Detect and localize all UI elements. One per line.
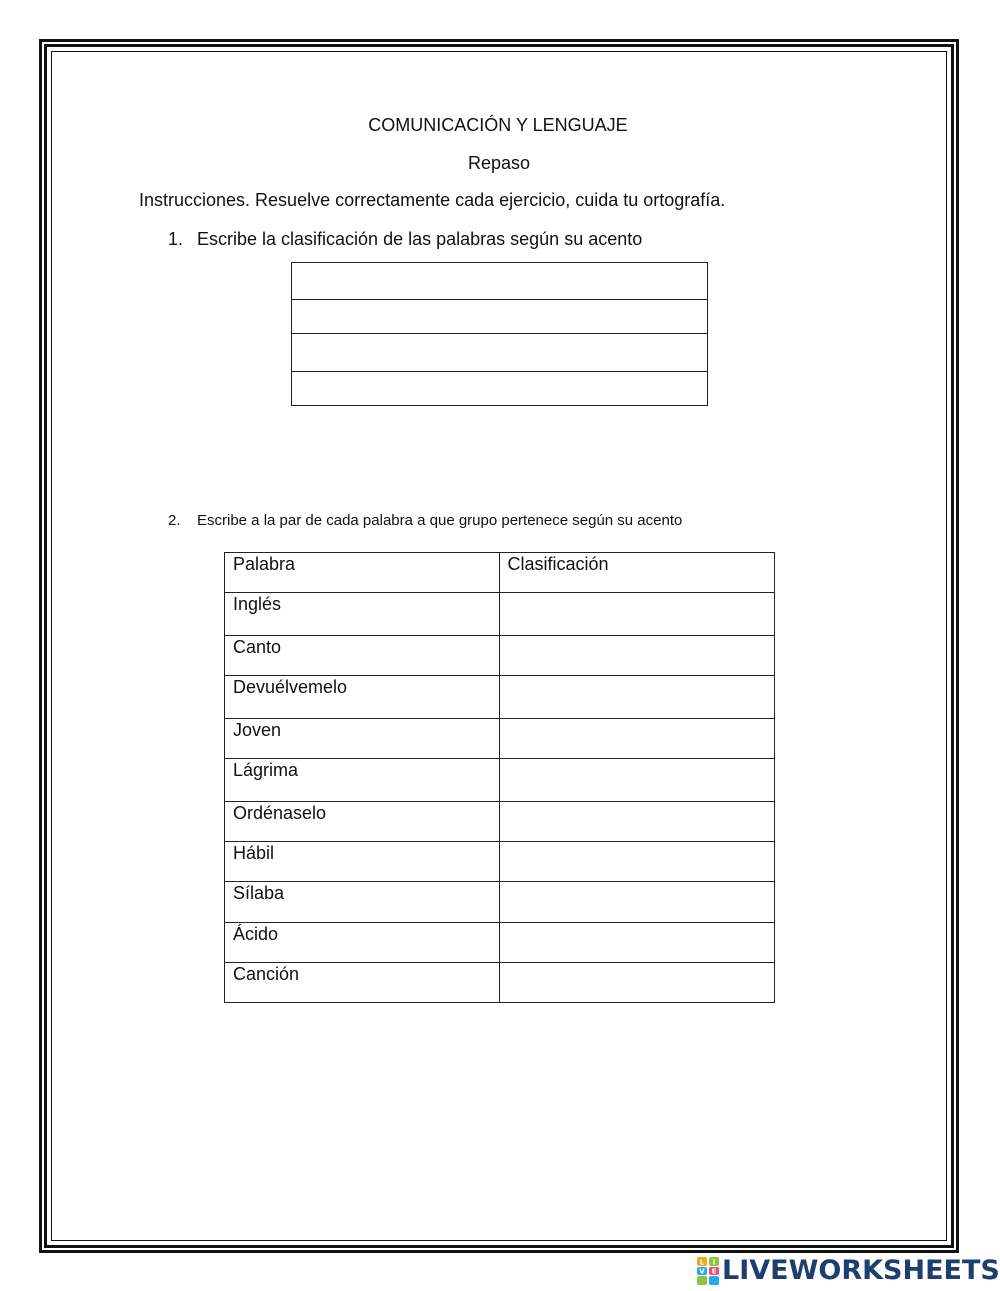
exercise-1-answer-table bbox=[291, 262, 708, 406]
classification-cell[interactable] bbox=[499, 719, 774, 759]
table-row bbox=[225, 802, 775, 842]
answer-cell[interactable] bbox=[292, 334, 708, 372]
table-row bbox=[225, 923, 775, 963]
exercise-1-prompt: Escribe la clasificación de las palabras según su acento bbox=[197, 229, 643, 249]
liveworksheets-logo[interactable] bbox=[697, 1256, 1000, 1286]
classification-cell[interactable] bbox=[499, 636, 774, 676]
classification-cell[interactable] bbox=[499, 802, 774, 842]
header-palabra: Palabra bbox=[225, 553, 500, 593]
svg-text:V: V bbox=[699, 1267, 705, 1276]
classification-cell[interactable] bbox=[499, 842, 774, 882]
classification-cell[interactable] bbox=[499, 593, 774, 636]
word-cell: Lágrima bbox=[225, 759, 500, 802]
word-cell: Sílaba bbox=[225, 882, 500, 923]
table-row bbox=[225, 963, 775, 1003]
word-cell: Inglés bbox=[225, 593, 500, 636]
exercise-1-number: 1. bbox=[168, 229, 184, 249]
exercise-2-heading bbox=[168, 512, 682, 529]
page-subtitle: Repaso bbox=[467, 153, 531, 173]
answer-cell[interactable] bbox=[292, 372, 708, 406]
classification-cell[interactable] bbox=[499, 963, 774, 1003]
exercise-2-prompt: Escribe a la par de cada palabra a que grupo pertenece según su acento bbox=[197, 512, 683, 529]
answer-cell[interactable] bbox=[292, 263, 708, 300]
liveworksheets-logo-icon bbox=[697, 1257, 719, 1285]
word-cell: Ácido bbox=[225, 923, 500, 963]
svg-text:I: I bbox=[712, 1258, 716, 1267]
exercise-1-heading bbox=[168, 229, 642, 250]
table-row bbox=[225, 759, 775, 802]
exercise-2-number: 2. bbox=[168, 512, 181, 529]
header-clasificacion: Clasificación bbox=[499, 553, 774, 593]
table-row bbox=[225, 842, 775, 882]
exercise-2-table bbox=[224, 552, 775, 1003]
svg-text:L: L bbox=[699, 1258, 705, 1267]
classification-cell[interactable] bbox=[499, 759, 774, 802]
word-cell: Devuélvemelo bbox=[225, 676, 500, 719]
page-title: COMUNICACIÓN Y LENGUAJE bbox=[368, 115, 628, 135]
classification-cell[interactable] bbox=[499, 923, 774, 963]
instructions-text: Instrucciones. Resuelve correctamente cada ejercicio, cuida tu ortografía. bbox=[139, 190, 726, 210]
word-cell: Canción bbox=[225, 963, 500, 1003]
table-row bbox=[225, 719, 775, 759]
table-row bbox=[225, 676, 775, 719]
table-header-row bbox=[225, 553, 775, 593]
word-cell: Ordénaselo bbox=[225, 802, 500, 842]
word-cell: Canto bbox=[225, 636, 500, 676]
answer-cell[interactable] bbox=[292, 300, 708, 334]
table-row bbox=[225, 593, 775, 636]
word-cell: Joven bbox=[225, 719, 500, 759]
word-cell: Hábil bbox=[225, 842, 500, 882]
classification-cell[interactable] bbox=[499, 882, 774, 923]
table-row bbox=[225, 882, 775, 923]
classification-cell[interactable] bbox=[499, 676, 774, 719]
liveworksheets-logo-text: LIVEWORKSHEETS bbox=[722, 1255, 1000, 1286]
table-row bbox=[225, 636, 775, 676]
svg-text:E: E bbox=[711, 1267, 717, 1276]
